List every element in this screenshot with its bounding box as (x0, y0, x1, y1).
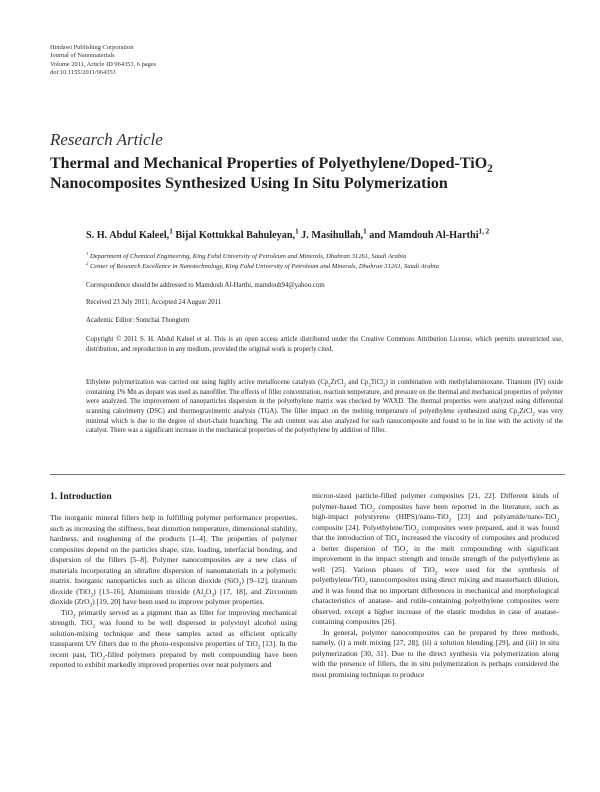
journal-header (50, 44, 156, 78)
author-2: Bijal Kottukkal Bahuleyan, (175, 230, 296, 241)
left-column (50, 513, 297, 671)
doi: doi:10.1155/2011/964353 (50, 69, 116, 77)
author-3: J. Masihullah, (301, 230, 364, 241)
intro-paragraph-2: TiO$_2$ primarily served as a pigment than as filler for improving mechanical strength. TiO$_2$ was found to be well dispersed in polyvinyl alcohol using solution-mixing technique and these samples acted as efficient optically transparent UV filters due to the photo-responsive properties of TiO$_2$ [13]. In the recent past, TiO$_2$-filled polymers prepared by melt compounding have been reported to exhibit markedly improved properties over neat polymers and (50, 607, 297, 669)
article-type: Research Article (50, 130, 163, 149)
intro-paragraph-3: micron-sized particle-filled polymer composites [21, 22]. Different kinds of polymer-based TiO$_2$ composites have been reported in the literature, such as high-impact polystyrene (HIPS)/nano-TiO$_2$ [23] and polyamide/nano-TiO$_2$ composite [24]. Polyethylene/TiO$_2$ composites were prepared, and it was found that the introduction of TiO$_2$ increased the viscosity of composites and produced a better dispersion of TiO$_2$ in the melt compounding with significant improvement in the impact strength and tensile strength of the polyethylene as well [25]. Various phases of TiO$_2$ were used for the synthesis of polyethylene/TiO$_2$ nanocomposites using direct mixing and masterbatch dilution, and it was found that no important differences in mechanical and morphological characteristics of anatase- and rutile-containing polyethylene composites were observed, except a higher increase of the elastic modulus in case of anatase-containing composites [26]. (312, 491, 560, 626)
academic-editor: Academic Editor: Somchai Thongtem (86, 317, 190, 324)
affiliation-1: $^1$ Department of Chemical Engineering, King Fahd University of Petroleum and Minerals, Dhahran 31261, Saudi Arabia (86, 250, 407, 260)
author-4: and Mamdouh Al-Harthi (369, 230, 479, 241)
author-list: S. H. Abdul Kaleel,$^1$ Bijal Kottukkal Bahuleyan,$^1$ J. Masihullah,$^1$ and Mamdouh Al-Harthi$^{1, 2}$ (86, 227, 490, 241)
abstract: Ethylene polymerization was carried out using highly active metallocene catalysts ($Cp_2ZrCl_2$ and $Cp_2TiCl_2$) in combination with methylaluminoxane. Titanium (IV) oxide containing 1% Mn as dopant was used as nanofiller. The effects of filler concentration, reaction temperature, and pressure on the thermal and mechanical properties of polymer were analyzed. The improvement of nanoparticles dispersion in the polyethylene matrix was checked by WAXD. The thermal properties were analyzed using differential scanning calorimetry (DSC) and thermogravimetric analysis (TGA). The filler impact on the melting temperature of polyethylene synthesized using $Cp_2ZrCl_2$ was very minimal which is due to the degree of short-chain branching. The ash content was also analyzed for each nanocomposite and found to be in line with the activity of the catalyst. There was a significant increase in the mechanical properties of the polyethylene by addition of filler. (86, 379, 564, 435)
publisher: Hindawi Publishing Corporation (50, 44, 134, 51)
copyright-notice: Copyright © 2011 S. H. Abdul Kaleel et al. This is an open access article distributed under the Creative Commons Attribution License, which permits unrestricted use, distribution, and reproduction in any medium, provided the original work is properly cited. (86, 336, 563, 353)
section-divider (50, 474, 565, 475)
volume-info: Volume 2011, Article ID 964353, 6 pages (50, 60, 157, 68)
intro-paragraph-1: The inorganic mineral fillers help in fulfilling polymer performance properties, such as increasing the stiffness, heat distortion temperature, dimensional stability, hardness, and toughening of the products [1–4]. The properties of polymer composites depend on the particles shape, size, loading, interfacial bonding, and dispersion of the fillers [5–8]. Polymer nanocomposites are a new class of materials incorporating an ultrafine dispersion of nanomaterials in a polymeric matrix. Inorganic nanoparticles such as silicon dioxide (SiO$_2$) [9–12], titanium dioxide (TiO$_2$) [13–16], Aluminium trioxide $(Al_2O_3)$ [17, 18], and Zirconium dioxide (ZrO$_2$) [19, 20] have been used to improve polymer properties. (50, 513, 297, 609)
right-column (312, 491, 559, 680)
author-1: S. H. Abdul Kaleel, (86, 230, 170, 241)
article-title: Thermal and Mechanical Properties of Polyethylene/Doped-TiO$_2$ Nanocomposites Synthesized Using In Situ Polymerization (50, 155, 493, 192)
affiliation-2: $^2$ Center of Research Excellence in Nanotechnology, King Fahd University of Petroleum and Minerals, Dhahran 31261, Saudi Arabia (86, 260, 439, 270)
title-line-2: Nanocomposites Synthesized Using In Situ Polymerization (50, 175, 448, 192)
intro-paragraph-4: In general, polymer nanocomposites can be prepared by three methods, namely, (i) a melt mixing [27, 28], (ii) a solution blending [29], and (iii) in situ polymerization [30, 31]. Due to the direct synthesis via polymerization along with the presence of fillers, the in situ polymerization is perhaps considered the most promising technique to produce (312, 627, 559, 679)
title-line-1: Thermal and Mechanical Properties of Polyethylene/Doped-TiO (50, 155, 488, 172)
section-heading-introduction: 1. Introduction (50, 491, 112, 502)
journal-name: Journal of Nanomaterials (50, 52, 115, 60)
received-dates: Received 23 July 2011; Accepted 24 August 2011 (86, 299, 222, 306)
affiliations (86, 252, 566, 271)
correspondence: Correspondence should be addressed to Mamdouh Al-Harthi, mamdouh94@yahoo.com (86, 282, 325, 289)
